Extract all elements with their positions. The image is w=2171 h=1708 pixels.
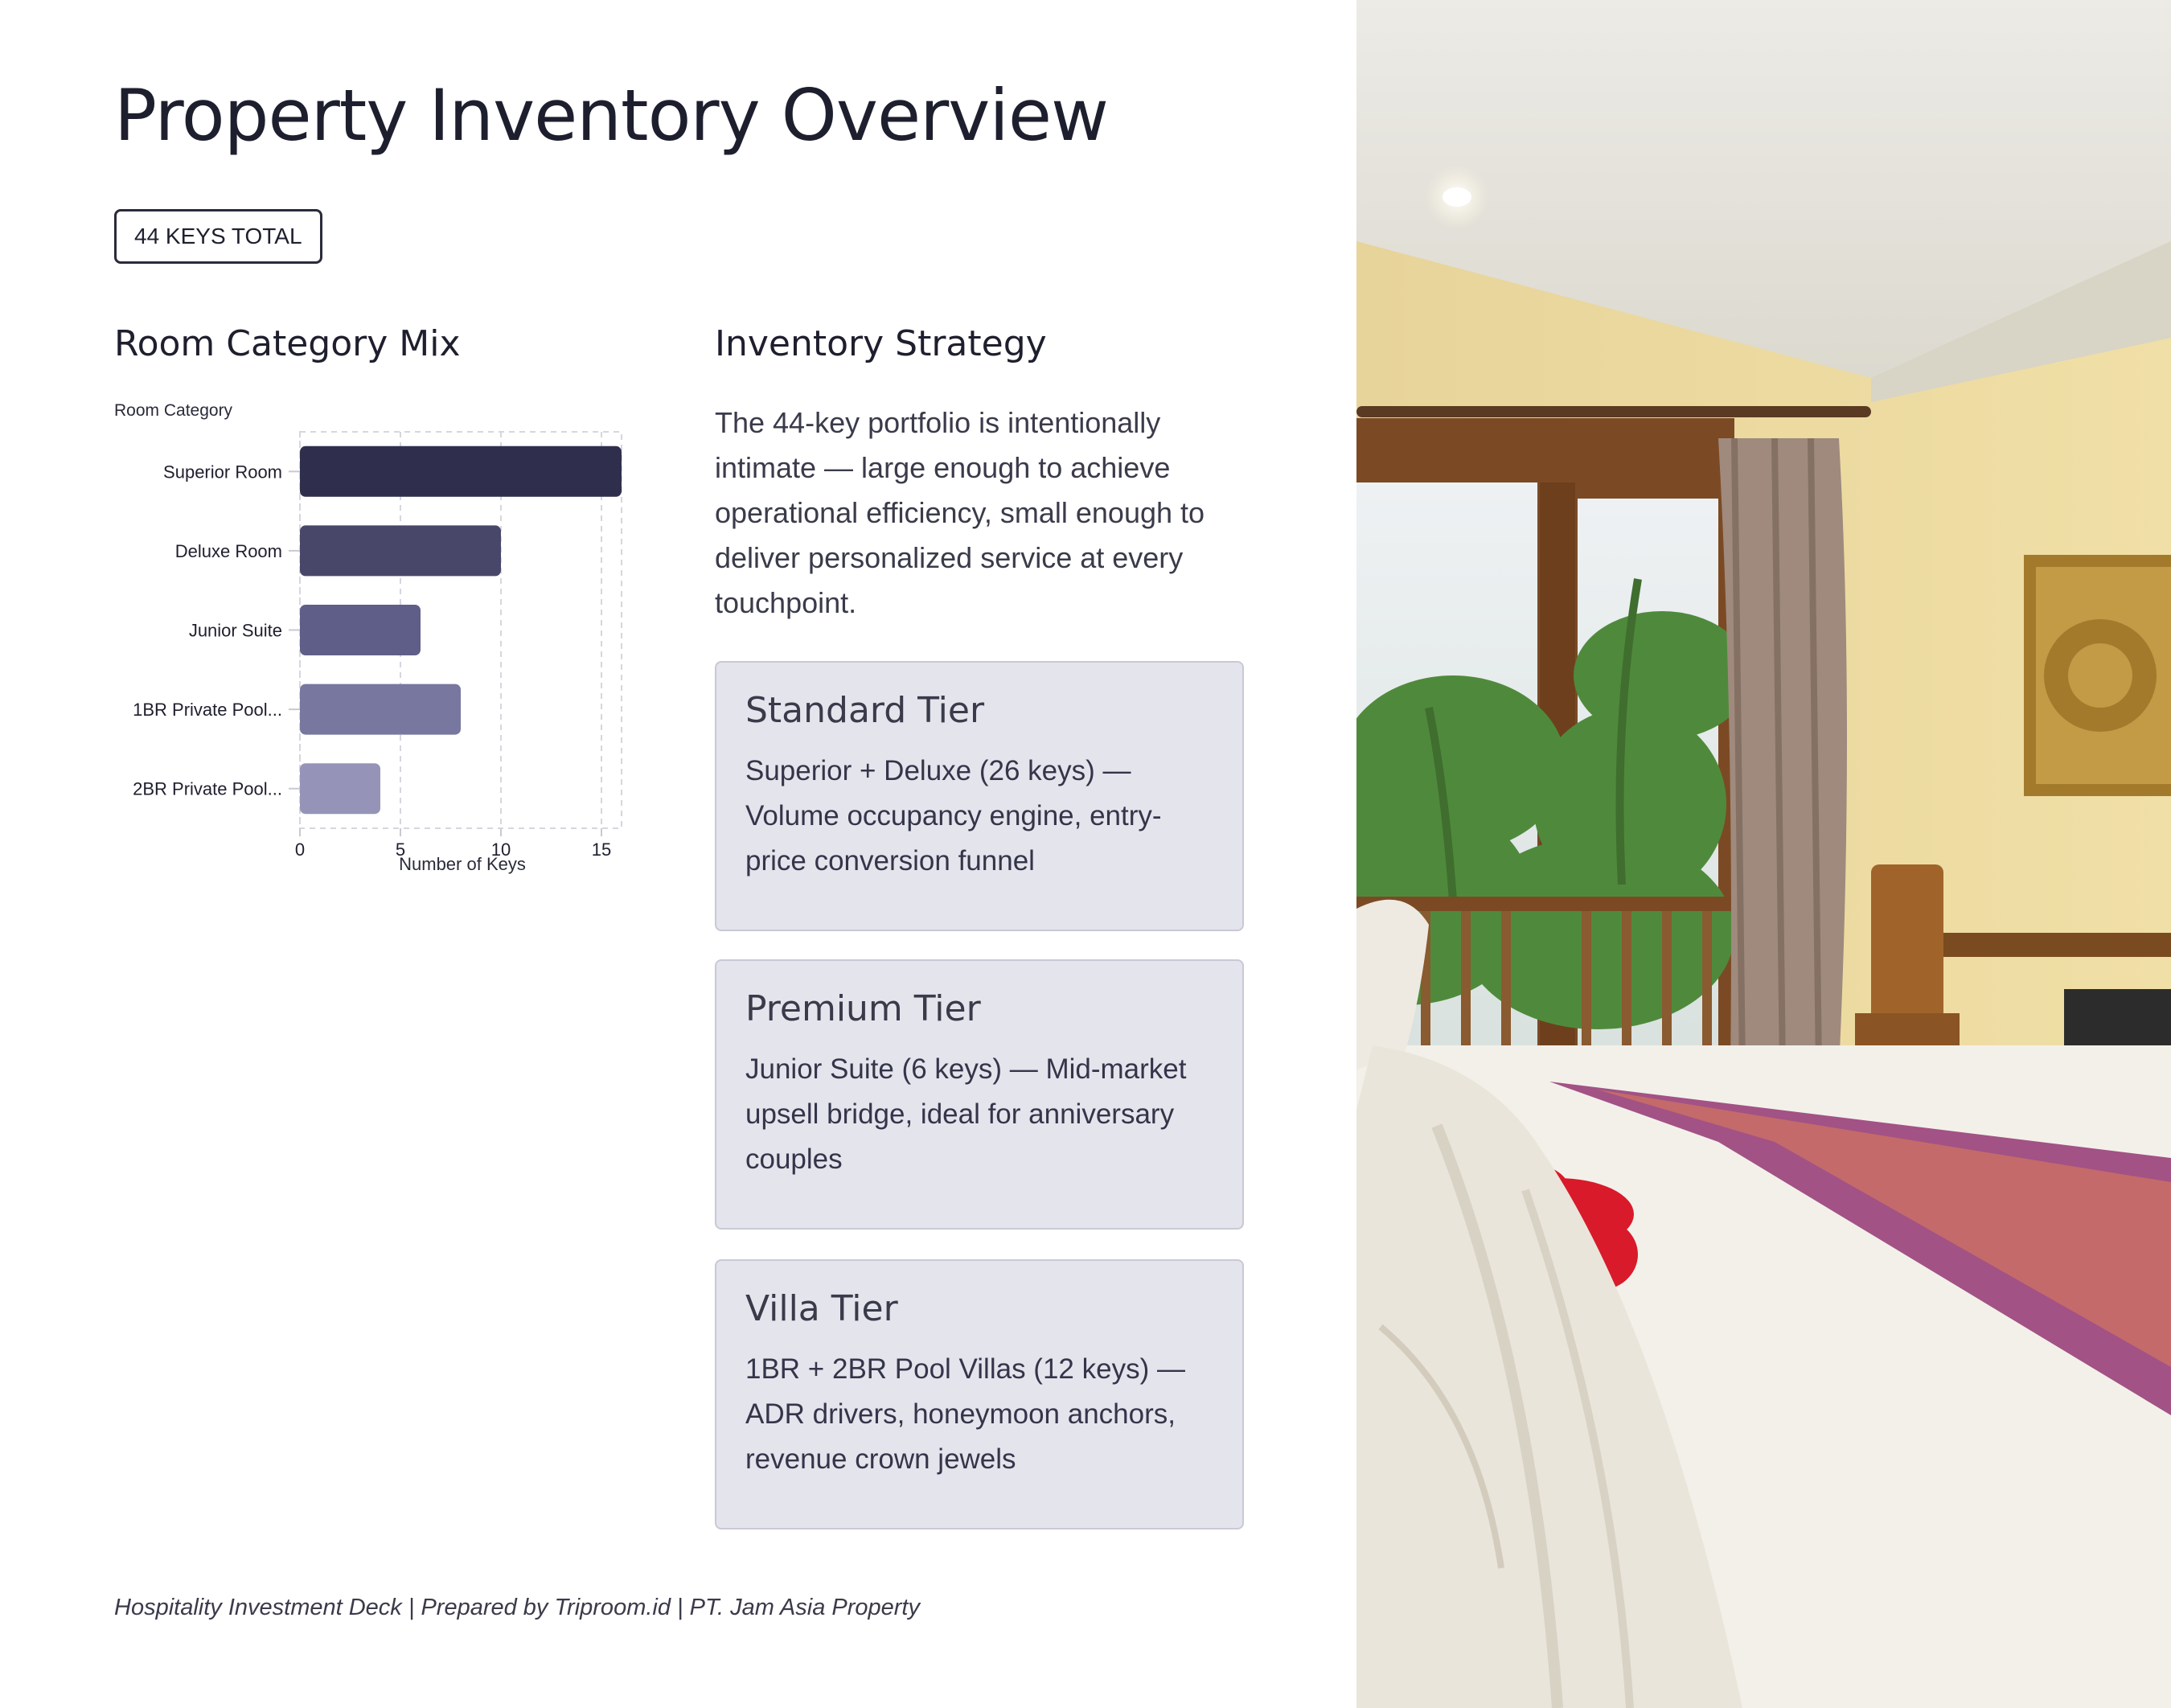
- chart-category-label: Junior Suite: [188, 620, 282, 641]
- villa-tier-card: [715, 1259, 1244, 1529]
- chart-category-label: Superior Room: [163, 462, 282, 482]
- chart-x-tick-label: 10: [490, 840, 511, 860]
- chart-xlabel: Number of Keys: [399, 854, 526, 874]
- strategy-section-title: Inventory Strategy: [715, 323, 1047, 364]
- standard-tier-card: [715, 661, 1244, 931]
- room-category-bar-chart: [105, 394, 651, 893]
- chart-category-label: 1BR Private Pool...: [133, 700, 282, 721]
- chart-ylabel: Room Category: [114, 401, 233, 420]
- chart-x-tick-label: 15: [591, 840, 612, 860]
- chart-category-label: Deluxe Room: [174, 540, 282, 561]
- chart-bar: [300, 446, 622, 497]
- chart-x-tick-label: 5: [395, 840, 406, 860]
- tier-title: Standard Tier: [745, 690, 985, 731]
- tier-description: Superior + Deluxe (26 keys) — Volume occupancy engine, entry-price conversion funnel: [745, 755, 1162, 877]
- chart-bar: [300, 605, 421, 655]
- chart-bar: [300, 525, 501, 576]
- chart-bar: [300, 763, 380, 814]
- hotel-room-photo: [1356, 0, 2171, 1708]
- tier-description: Junior Suite (6 keys) — Mid-market upsell bridge, ideal for anniversary couples: [745, 1053, 1187, 1175]
- strategy-description: The 44-key portfolio is intentionally intimate — large enough to achieve operational efficiency, small enough to deliver personalized service at every touchpoint.: [715, 406, 1205, 619]
- chart-x-tick-label: 0: [294, 840, 306, 860]
- tier-title: Premium Tier: [745, 988, 981, 1029]
- total-keys-badge: 44 KEYS TOTAL: [114, 209, 322, 264]
- footer-credit: Hospitality Investment Deck | Prepared by Triproom.id | PT. Jam Asia Property: [114, 1595, 920, 1620]
- tier-description: 1BR + 2BR Pool Villas (12 keys) — ADR drivers, honeymoon anchors, revenue crown jewels: [745, 1353, 1185, 1475]
- premium-tier-card: [715, 959, 1244, 1230]
- tier-title: Villa Tier: [745, 1288, 898, 1329]
- page-title: Property Inventory Overview: [114, 74, 1108, 157]
- chart-bar: [300, 684, 461, 735]
- chart-section-title: Room Category Mix: [114, 323, 461, 364]
- chart-category-label: 2BR Private Pool...: [133, 778, 282, 799]
